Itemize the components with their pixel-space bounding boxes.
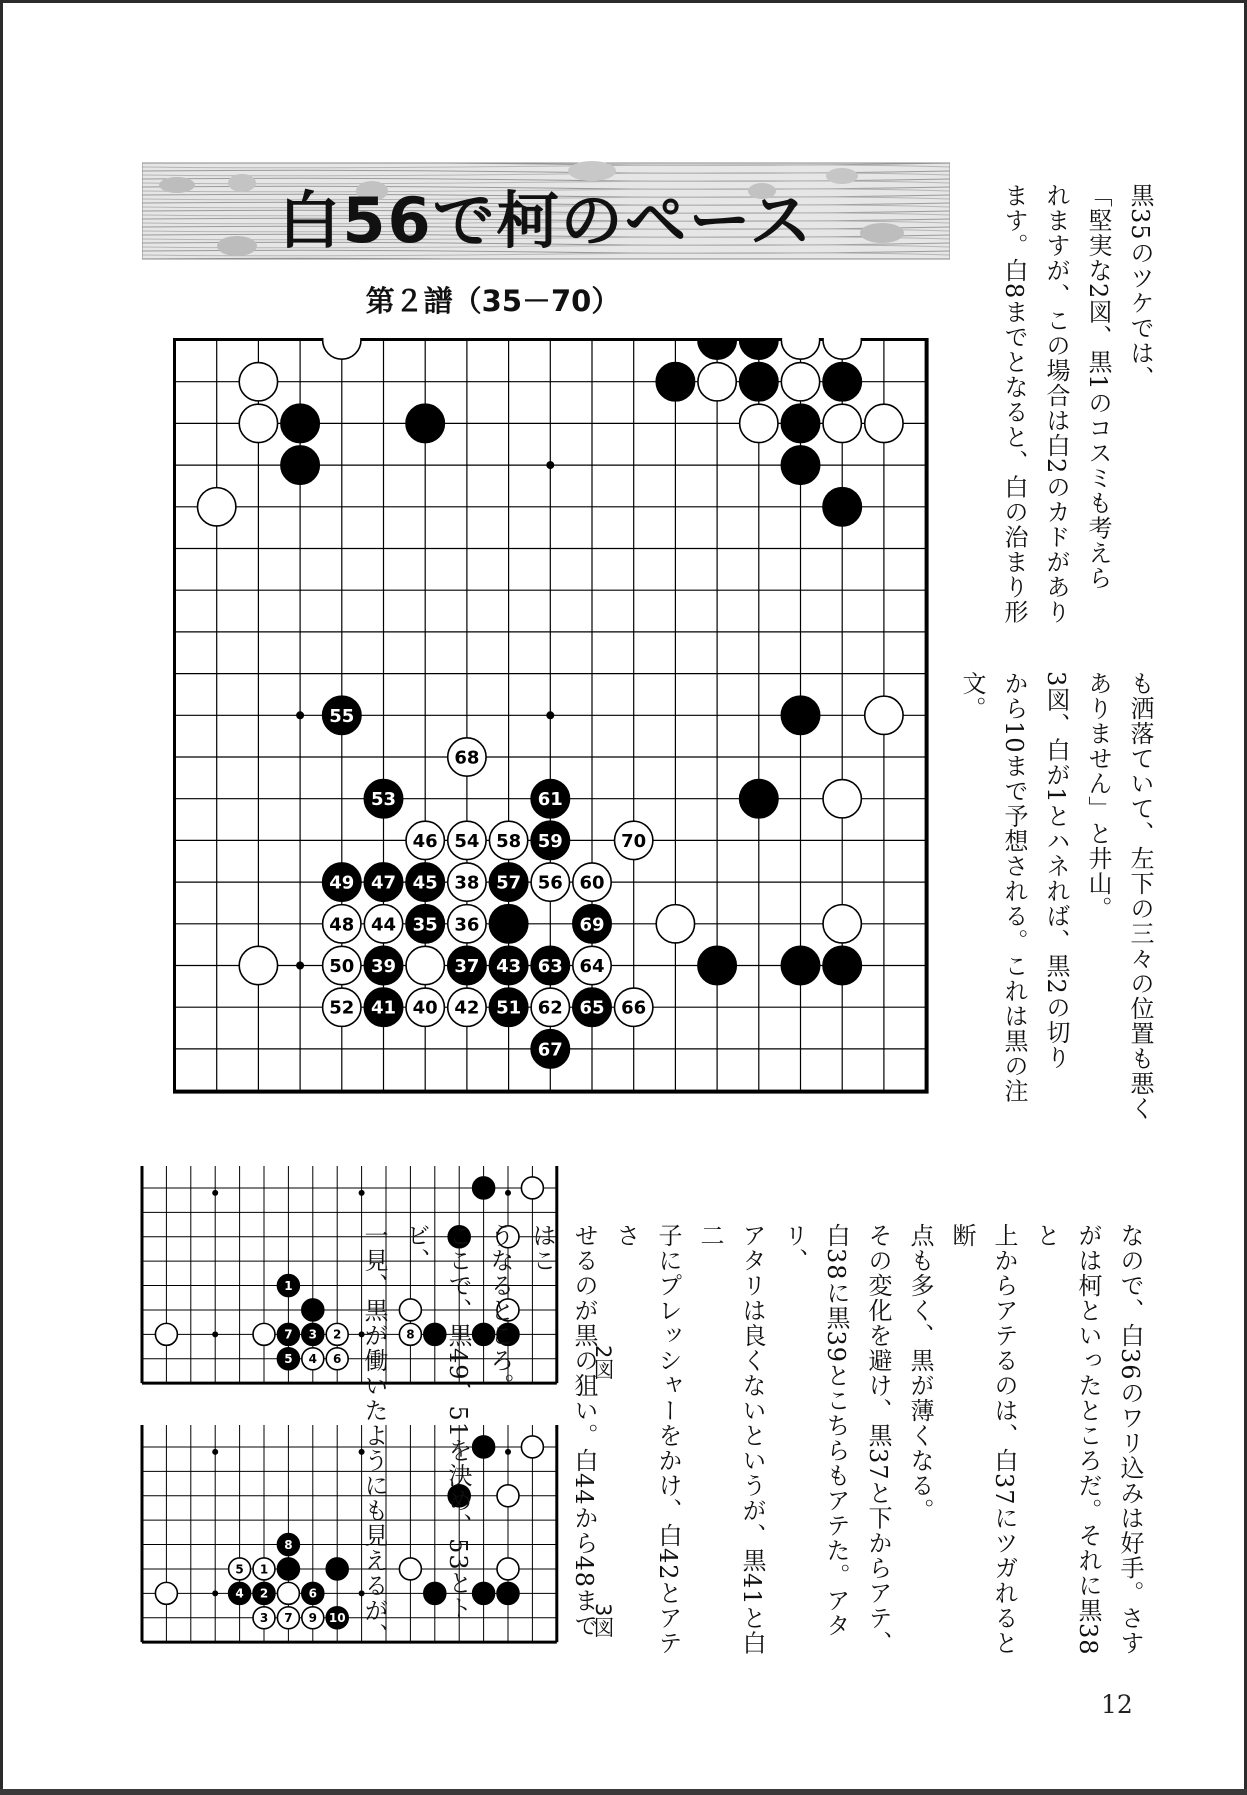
move-number: 4 [308,1352,317,1367]
move-number: 4 [235,1586,244,1601]
black-stone [740,780,778,818]
star-point [212,1190,218,1196]
black-stone [781,696,819,734]
move-number: 64 [579,955,605,977]
record-subtitle: 第２譜（35－70） [365,284,621,318]
commentary-line: 黒35のツケでは、 [1126,183,1154,391]
white-stone [253,1323,275,1345]
move-number: 68 [454,747,480,769]
black-stone [277,1558,299,1580]
black-stone [473,1177,495,1199]
move-number: 8 [406,1327,415,1342]
main-go-board [173,338,943,1108]
commentary-line: なので、白36のワリ込みは好手。さす [1116,1223,1144,1656]
black-stone [823,488,861,526]
move-number: 2 [259,1586,269,1601]
move-number: 55 [329,705,355,727]
move-number: 6 [333,1352,342,1367]
black-stone [781,946,819,984]
bottom-strip [0,1789,1247,1795]
white-stone [781,363,819,401]
commentary-line: うなるところ。 [486,1223,514,1398]
move-number: 2 [333,1327,342,1342]
move-number: 5 [235,1562,244,1577]
move-number: 62 [537,997,563,1019]
move-number: 45 [412,872,438,894]
move-number: 8 [284,1537,293,1552]
commentary-line: から10まで予想される。これは黒の注文。 [958,671,1028,1104]
move-number: 35 [412,914,438,936]
commentary-column-2 [861,671,1161,1126]
move-number: 58 [496,830,522,852]
black-stone [740,363,778,401]
commentary-line: 上からアテるのは、白37にツガれると断 [948,1223,1018,1656]
move-number: 69 [579,914,605,936]
page-title: 白56で柯のペース [278,184,814,257]
black-stone [281,446,319,484]
black-stone [406,404,444,442]
move-number: 54 [454,830,480,852]
black-stone [302,1299,324,1321]
white-stone [155,1323,177,1345]
black-stone [326,1558,348,1580]
move-number: 52 [329,997,355,1019]
move-number: 40 [412,997,438,1019]
star-point [212,1449,218,1455]
star-point [359,1190,365,1196]
move-number: 41 [370,997,397,1019]
page [3,3,1244,1789]
white-stone [323,338,361,359]
page-number: 12 [1101,1690,1133,1719]
move-number: 67 [537,1039,563,1061]
commentary-line: 3図、白が1とハネれば、黒2の切り [1042,671,1070,1070]
commentary-column-1 [861,183,1161,633]
black-stone [823,946,861,984]
white-stone [521,1177,543,1199]
commentary-line: その変化を避け、黒37と下からアテ、 [864,1223,892,1656]
star-point [212,1331,218,1337]
title-banner [142,161,950,261]
white-stone [698,363,736,401]
move-number: 46 [412,830,438,852]
move-number: 42 [454,997,480,1019]
commentary-line: がは柯といったところだ。それに黒38と [1032,1223,1102,1656]
move-number: 36 [454,914,480,936]
commentary-line: せるのが黒の狙い。白44から48まではこ [528,1223,598,1639]
white-stone [823,338,861,359]
move-number: 70 [621,830,647,852]
white-stone [406,946,444,984]
move-number: 1 [284,1278,293,1293]
commentary-line: 一見、黒が働いたようにも見えるが、 [360,1223,388,1648]
commentary-line: 白38に黒39とこちらもアテた。アタリ、 [780,1223,850,1639]
white-stone [740,404,778,442]
commentary-line: 子にプレッシャーをかけ、白42とアテさ [612,1223,682,1656]
black-stone [656,363,694,401]
commentary-line: 点も多く、黒が薄くなる。 [906,1223,934,1523]
star-point [296,962,304,970]
white-stone [823,905,861,943]
move-number: 7 [284,1611,293,1626]
move-number: 38 [454,872,480,894]
move-number: 3 [308,1327,317,1342]
move-number: 61 [537,789,563,811]
move-number: 63 [537,955,563,977]
star-point [212,1590,218,1596]
black-stone [281,404,319,442]
move-number: 66 [621,997,647,1019]
move-number: 56 [537,872,563,894]
white-stone [781,338,819,359]
move-number: 10 [328,1611,346,1626]
move-number: 65 [579,997,605,1019]
white-stone [823,780,861,818]
move-number: 53 [370,789,397,811]
commentary-line: れますが、この場合は白2のカドがあり [1042,183,1070,625]
black-stone [823,363,861,401]
move-number: 50 [329,955,355,977]
move-number: 49 [329,872,355,894]
move-number: 48 [329,914,355,936]
move-number: 37 [454,955,480,977]
move-number: 43 [496,955,522,977]
commentary-line: 「堅実な2図、黒1のコスミも考えら [1084,183,1112,591]
white-stone [277,1582,299,1604]
black-stone [489,905,527,943]
commentary-line: ます。白8までとなると、白の治まり形 [1000,183,1028,625]
white-stone [239,404,277,442]
white-stone [155,1582,177,1604]
move-number: 5 [284,1352,293,1367]
star-point [296,711,304,719]
move-number: 60 [579,872,605,894]
black-stone [698,338,736,359]
black-stone [781,404,819,442]
figure-2-label: 2図 [591,1345,615,1380]
black-stone [698,946,736,984]
move-number: 44 [370,914,397,936]
white-stone [656,905,694,943]
commentary-line: アタリは良くないというが、黒41と白二 [696,1223,766,1656]
star-point [505,1190,511,1196]
move-number: 3 [259,1611,269,1626]
move-number: 6 [308,1586,317,1601]
commentary-line: も洒落ていて、左下の三々の位置も悪く [1126,671,1154,1121]
figure-3-label: 3図 [591,1603,615,1638]
white-stone [239,363,277,401]
move-number: 57 [496,872,522,894]
white-stone [823,404,861,442]
white-stone [239,946,277,984]
move-number: 1 [259,1562,269,1577]
black-stone [740,338,778,359]
commentary-line: ここで、黒49、51を決め、53とトビ、 [402,1223,472,1621]
move-number: 39 [370,955,397,977]
star-point [546,461,554,469]
star-point [546,711,554,719]
move-number: 59 [537,830,563,852]
move-number: 7 [284,1327,293,1342]
move-number: 47 [370,872,397,894]
white-stone [198,488,236,526]
move-number: 51 [496,997,522,1019]
move-number: 9 [308,1611,317,1626]
commentary-line: ありません」と井山。 [1084,671,1112,921]
black-stone [781,446,819,484]
